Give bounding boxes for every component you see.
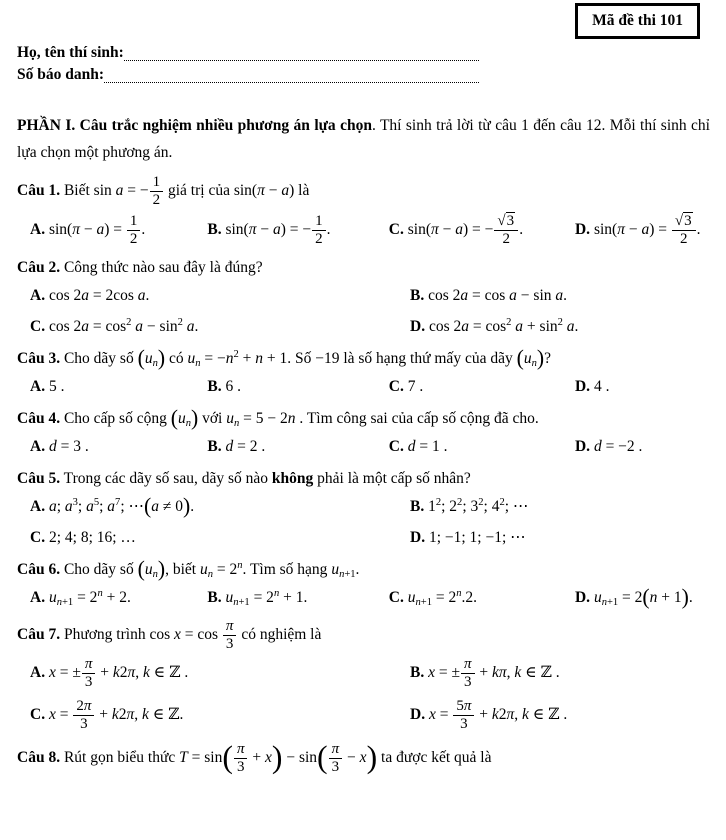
option-letter: C. <box>388 437 404 455</box>
question-number: Câu 4. <box>17 409 61 427</box>
option-letter: D. <box>574 220 591 238</box>
options-grid <box>30 284 710 339</box>
question-number: Câu 2. <box>17 258 61 276</box>
option-letter: D. <box>410 528 426 546</box>
question <box>17 741 710 776</box>
options-grid <box>30 435 710 459</box>
answer-option-a: A. a; $a^3$; $a^5$; $a^7$; ⋯(a ≠ 0). <box>30 493 195 518</box>
answer-option-c: C. 2; 4; 8; 16; … <box>30 528 136 546</box>
answer-option-b: B. $u_{n+1} = 2^n + 1$. <box>207 587 308 608</box>
answer-option-c: C. d = 1 . <box>388 437 448 455</box>
dotted-line <box>124 60 479 61</box>
answer-option-a: A. sin(π − a) = $\frac{1}{2}$ . <box>30 212 146 247</box>
question <box>17 174 710 247</box>
question <box>17 347 710 399</box>
option-letter: B. <box>207 437 222 455</box>
answer-option-a: A. d = 3 . <box>30 437 89 455</box>
answer-option-c: C. $\cos 2a = \cos^2 a - \sin^2 a$. <box>30 316 199 335</box>
answer-option-c: C. $u_{n+1} = 2^n.2$. <box>388 587 477 608</box>
option-letter: C. <box>388 220 404 238</box>
option-letter: C. <box>30 528 46 546</box>
option-letter: A. <box>30 497 46 515</box>
option-letter: C. <box>30 317 46 335</box>
option-letter: B. <box>207 377 222 395</box>
option-letter: C. <box>388 377 404 395</box>
answer-option-a: A. x = ± $\frac{\pi}{3}$ + k2π, k ∈ ℤ . <box>30 656 189 691</box>
answer-option-d: D. x = $\frac{5\pi}{3}$ + k2π, k ∈ ℤ . <box>410 698 568 732</box>
question-statement: Câu 5. Trong các dãy số sau, dãy số nào không phải là một cấp số nhân? <box>17 469 471 487</box>
candidate-name-field <box>17 42 479 64</box>
exam-code-box <box>575 3 700 39</box>
option-letter: B. <box>410 497 425 515</box>
question <box>17 618 710 733</box>
option-letter: A. <box>30 664 46 682</box>
options-grid <box>30 375 710 399</box>
answer-option-d: D. $\cos 2a = \cos^2 a + \sin^2 a$. <box>410 316 579 335</box>
option-letter: A. <box>30 220 46 238</box>
answer-option-b: B. sin(π − a) = − $\frac{1}{2}$ . <box>207 212 331 247</box>
answer-option-b: B. $1^2$; $2^2$; $3^2$; $4^2$; ⋯ <box>410 496 529 515</box>
answer-option-c: C. 7 . <box>388 377 424 395</box>
question-statement: Câu 1. Biết sin a = − $\frac{1}{2}$ giá trị của sin(π − a) là <box>17 174 310 209</box>
answer-option-c: C. sin(π − a) = − $\frac{√3}{2}$ . <box>388 212 524 247</box>
question-number: Câu 7. <box>17 625 61 643</box>
question-statement: Câu 7. Phương trình cos x = cos $\frac{\pi}{3}$ có nghiệm là <box>17 617 322 652</box>
option-letter: D. <box>410 317 426 335</box>
questions-list <box>17 174 710 775</box>
option-letter: D. <box>574 588 591 606</box>
question-statement: Câu 2. Công thức nào sau đây là đúng? <box>17 258 263 276</box>
answer-option-b: B. 6 . <box>207 377 241 395</box>
question-statement: Câu 4. Cho cấp số cộng $(u_n)$ với $u_n = 5 - 2n$ . Tìm công sai của cấp số cộng đã cho. <box>17 405 539 430</box>
answer-option-a: A. $u_{n+1} = 2^n + 2$. <box>30 587 131 608</box>
dotted-line <box>104 82 479 83</box>
section-title: PHẦN I. Câu trắc nghiệm nhiều phương án lựa chọn <box>17 117 372 134</box>
candidate-name-label: Họ, tên thí sinh: <box>17 43 124 61</box>
option-letter: D. <box>574 377 591 395</box>
candidate-id-field <box>17 64 479 86</box>
answer-option-d: D. sin(π − a) = $\frac{√3}{2}$ . <box>574 212 701 247</box>
candidate-id-label: Số báo danh: <box>17 65 105 83</box>
answer-option-d: D. d = −2 . <box>574 437 643 455</box>
answer-option-d: D. 1; −1; 1; −1; ⋯ <box>410 528 526 546</box>
question-number: Câu 6. <box>17 560 61 578</box>
option-letter: A. <box>30 377 46 395</box>
question <box>17 256 710 339</box>
section-intro <box>17 112 710 166</box>
options-grid <box>30 213 710 248</box>
question <box>17 467 710 550</box>
options-grid <box>30 656 710 732</box>
answer-option-a: A. cos 2a = 2cos a. <box>30 286 150 304</box>
exam-code-label: Mã đề thi 101 <box>592 12 683 29</box>
answer-option-b: B. x = ± $\frac{\pi}{3}$ + kπ, k ∈ ℤ . <box>410 656 560 691</box>
answer-option-b: B. d = 2 . <box>207 437 266 455</box>
option-letter: A. <box>30 286 46 304</box>
option-letter: D. <box>574 437 591 455</box>
question <box>17 558 710 610</box>
question-number: Câu 8. <box>17 748 61 766</box>
section-instructions: . Thí sinh trả lời từ câu 1 đến câu 12. Mỗi thí sinh chỉ lựa chọn một phương án. <box>17 117 710 162</box>
option-letter: A. <box>30 588 46 606</box>
question-number: Câu 3. <box>17 349 61 367</box>
option-letter: A. <box>30 437 46 455</box>
option-letter: C. <box>388 588 404 606</box>
question-statement: Câu 8. Rút gọn biểu thức T = sin( $\frac{\pi}{3}$ + x) − sin( $\frac{\pi}{3}$ − x) ta được kết quả là <box>17 739 492 775</box>
question <box>17 407 710 459</box>
option-letter: C. <box>30 705 46 723</box>
option-letter: D. <box>410 705 426 723</box>
option-letter: B. <box>207 588 222 606</box>
question-number: Câu 1. <box>17 182 61 200</box>
question-statement: Câu 3. Cho dãy số $(u_n)$ có $u_n = -n^2 + n + 1$. Số −19 là số hạng thứ mấy của dãy $(u_n)$? <box>17 345 551 370</box>
options-grid <box>30 586 710 610</box>
answer-option-b: B. cos 2a = cos a − sin a. <box>410 286 568 304</box>
answer-option-d: D. $u_{n+1} = 2(n + 1)$. <box>574 584 693 609</box>
question-statement: Câu 6. Cho dãy số $(u_n)$, biết $u_n = 2^n$. Tìm số hạng $u_{n+1}$. <box>17 556 360 581</box>
question-number: Câu 5. <box>17 469 61 487</box>
option-letter: B. <box>207 220 222 238</box>
option-letter: B. <box>410 664 425 682</box>
answer-option-d: D. 4 . <box>574 377 610 395</box>
options-grid <box>30 495 710 550</box>
answer-option-c: C. x = $\frac{2\pi}{3}$ + k2π, k ∈ ℤ. <box>30 698 184 732</box>
option-letter: B. <box>410 286 425 304</box>
answer-option-a: A. 5 . <box>30 377 65 395</box>
candidate-fields <box>17 42 479 86</box>
